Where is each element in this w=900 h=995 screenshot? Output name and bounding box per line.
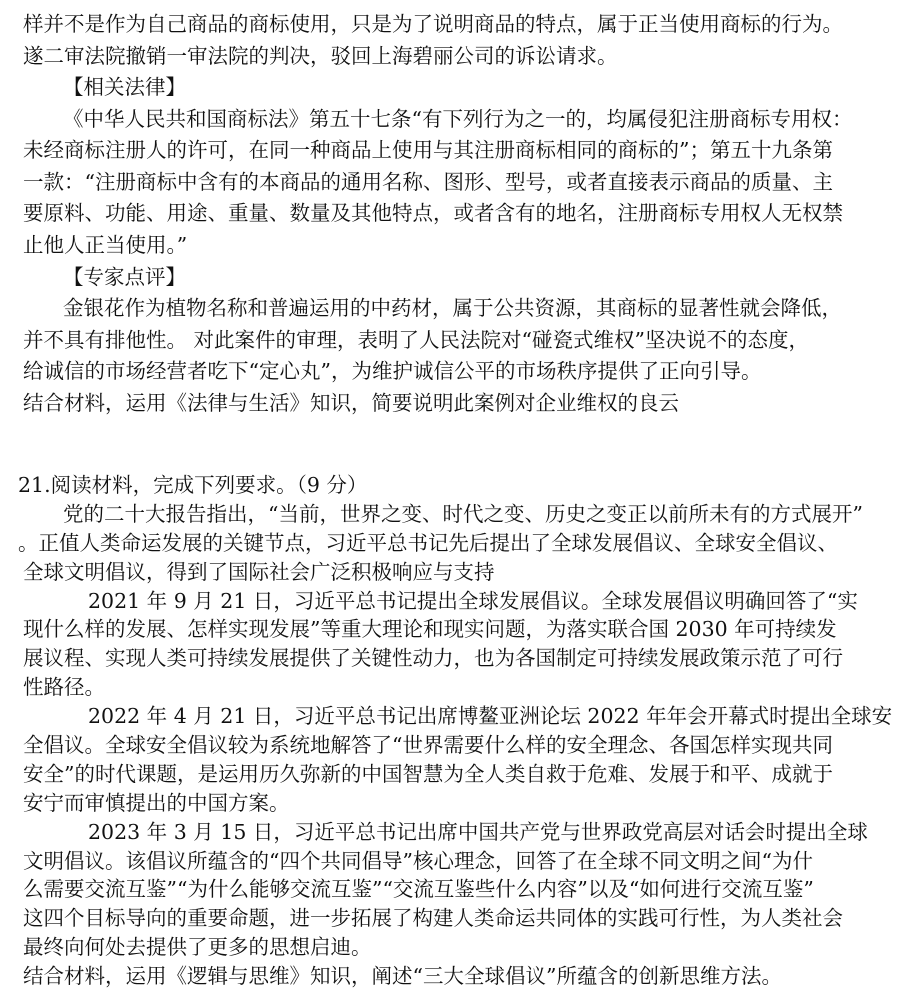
section-heading-expert-review: 【专家点评】: [63, 265, 186, 289]
text-line: 最终向何处去提供了更多的思想启迪。: [23, 935, 372, 960]
text-line: 样并不是作为自己商品的商标使用，只是为了说明商品的特点，属于正当使用商标的行为。: [23, 12, 843, 36]
text-line: 全球文明倡议，得到了国际社会广泛积极响应与支持: [23, 559, 495, 584]
text-line: 止他人正当使用。”: [23, 233, 188, 257]
section-heading-related-law: 【相关法律】: [63, 75, 186, 99]
text-line: 党的二十大报告指出，“当前，世界之变、时代之变、历史之变正以前所未有的方式展开”: [63, 501, 863, 526]
question-prompt: 结合材料，运用《逻辑与思维》知识，阐述“三大全球倡议”所蕴含的创新思维方法。: [23, 964, 782, 988]
text-line: 遂二审法院撤销一审法院的判决，驳回上海碧丽公司的诉讼请求。: [23, 44, 618, 68]
text-line: 安全”的时代课题，是运用历久弥新的中国智慧为全人类自救于危难、发展于和平、成就于: [23, 761, 833, 786]
text-line: 。正值人类命运发展的关键节点，习近平总书记先后提出了全球发展倡议、全球安全倡议、: [18, 530, 838, 555]
text-line: 性路径。: [23, 675, 105, 700]
text-line: 《中华人民共和国商标法》第五十七条“有下列行为之一的，均属侵犯注册商标专用权：: [63, 107, 853, 131]
text-line: 这四个目标导向的重要命题，进一步拓展了构建人类命运共同体的实践可行性，为人类社会: [23, 906, 843, 931]
text-line: 安宁而审慎提出的中国方案。: [23, 790, 290, 815]
text-line: 么需要交流互鉴”“为什么能够交流互鉴”“交流互鉴些什么内容”以及“如何进行交流互鉴”: [23, 877, 814, 902]
text-line: 现什么样的发展、怎样实现发展”等重大理论和现实问题，为落实联合国 2030 年可持续发: [23, 617, 837, 642]
text-line: 未经商标注册人的许可，在同一种商品上使用与其注册商标相同的商标的”；第五十九条第: [23, 138, 833, 162]
text-line: 展议程、实现人类可持续发展提供了关键性动力，也为各国制定可持续发展政策示范了可行: [23, 646, 843, 671]
text-line: 一款：“注册商标中含有的本商品的通用名称、图形、型号，或者直接表示商品的质量、主: [23, 170, 833, 194]
text-line: 2023 年 3 月 15 日，习近平总书记出席中国共产党与世界政党高层对话会时提出全球: [88, 819, 868, 844]
text-line: 2022 年 4 月 21 日，习近平总书记出席博鳌亚洲论坛 2022 年年会开幕式时提出全球安: [88, 704, 893, 729]
text-line: 文明倡议。该倡议所蕴含的“四个共同倡导”核心理念，回答了在全球不同文明之间“为什: [23, 848, 813, 873]
text-line: 金银花作为植物名称和普遍运用的中药材，属于公共资源，其商标的显著性就会降低，: [63, 296, 842, 320]
text-line: 给诚信的市场经营者吃下“定心丸”，为维护诚信公平的市场秩序提供了正向引导。: [23, 359, 762, 383]
question-prompt: 结合材料，运用《法律与生活》知识，简要说明此案例对企业维权的良云: [23, 391, 679, 415]
text-line: 并不具有排他性。 对此案件的审理，表明了人民法院对“碰瓷式维权”坚决说不的态度，: [23, 328, 809, 352]
text-line: 全倡议。全球安全倡议较为系统地解答了“世界需要什么样的安全理念、各国怎样实现共同: [23, 732, 833, 757]
question-number-heading: 21.阅读材料，完成下列要求。（9 分）: [18, 473, 368, 497]
text-line: 2021 年 9 月 21 日，习近平总书记提出全球发展倡议。全球发展倡议明确回答了“实: [88, 588, 858, 613]
text-line: 要原料、功能、用途、重量、数量及其他特点，或者含有的地名，注册商标专用权人无权禁: [23, 201, 843, 225]
